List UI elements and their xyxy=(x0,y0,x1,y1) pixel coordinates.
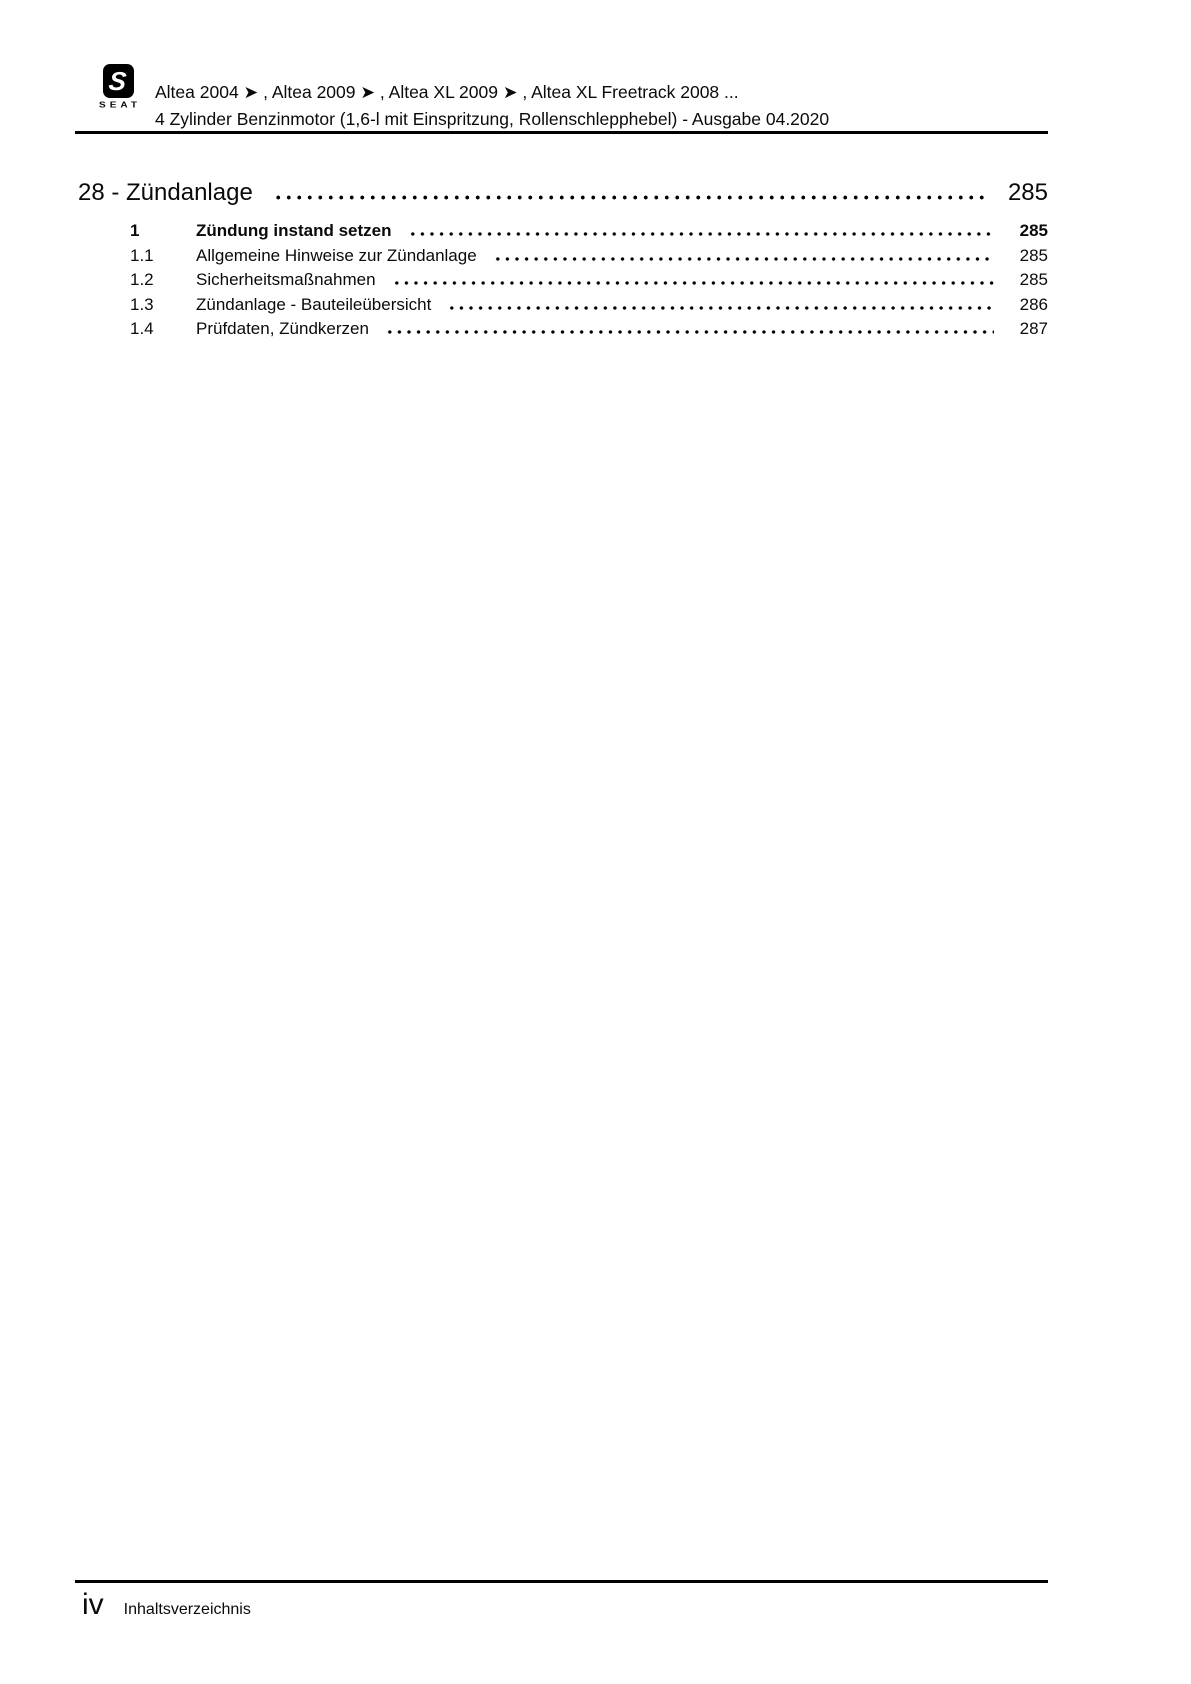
seat-logo xyxy=(88,64,148,111)
footer-section-label: Inhaltsverzeichnis xyxy=(123,1601,251,1618)
dot-leader xyxy=(392,281,994,285)
entry-number: 1.4 xyxy=(130,319,154,339)
toc-row xyxy=(130,268,1048,293)
page-footer xyxy=(82,1588,251,1622)
entry-page-number: 285 xyxy=(1019,221,1048,240)
chapter-title: 28 - Zündanlage xyxy=(78,179,253,206)
entry-page-number: 285 xyxy=(1019,245,1048,265)
entry-title: Allgemeine Hinweise zur Zündanlage xyxy=(196,245,477,265)
chapter-page-number: 285 xyxy=(1007,179,1048,206)
header-divider xyxy=(75,131,1048,134)
entry-page-number: 287 xyxy=(1019,319,1048,339)
entry-number: 1 xyxy=(130,221,140,240)
entry-title: Prüfdaten, Zündkerzen xyxy=(196,319,369,339)
toc-row xyxy=(130,317,1048,342)
chapter-heading-row xyxy=(78,180,1048,206)
entry-page-number: 286 xyxy=(1019,294,1048,314)
entry-number: 1.3 xyxy=(130,294,154,314)
dot-leader xyxy=(273,195,984,200)
header-engine-line: 4 Zylinder Benzinmotor (1,6-l mit Einspritzung, Rollenschlepphebel) - Ausgabe 04.2020 xyxy=(155,109,830,129)
seat-logo-icon xyxy=(103,64,134,98)
dot-leader xyxy=(493,257,994,261)
dot-leader xyxy=(385,330,994,334)
footer-divider xyxy=(75,1580,1048,1583)
seat-logo-monogram: S xyxy=(107,66,129,96)
toc-row xyxy=(130,219,1048,244)
page-header xyxy=(155,79,829,133)
entry-page-number: 285 xyxy=(1019,270,1048,290)
dot-leader xyxy=(447,306,994,310)
toc-row xyxy=(130,244,1048,269)
header-models-line: Altea 2004 ➤ , Altea 2009 ➤ , Altea XL 2009 ➤ , Altea XL Freetrack 2008 ... xyxy=(155,82,739,102)
entry-number: 1.1 xyxy=(130,245,154,265)
entry-title: Zündung instand setzen xyxy=(196,221,392,240)
entry-title: Sicherheitsmaßnahmen xyxy=(196,270,376,290)
toc-entries xyxy=(130,219,1048,342)
dot-leader xyxy=(408,232,995,236)
footer-page-number: iv xyxy=(82,1588,104,1621)
entry-number: 1.2 xyxy=(130,270,154,290)
toc-row xyxy=(130,293,1048,318)
entry-title: Zündanlage - Bauteileübersicht xyxy=(196,294,432,314)
seat-wordmark: SEAT xyxy=(99,100,141,111)
